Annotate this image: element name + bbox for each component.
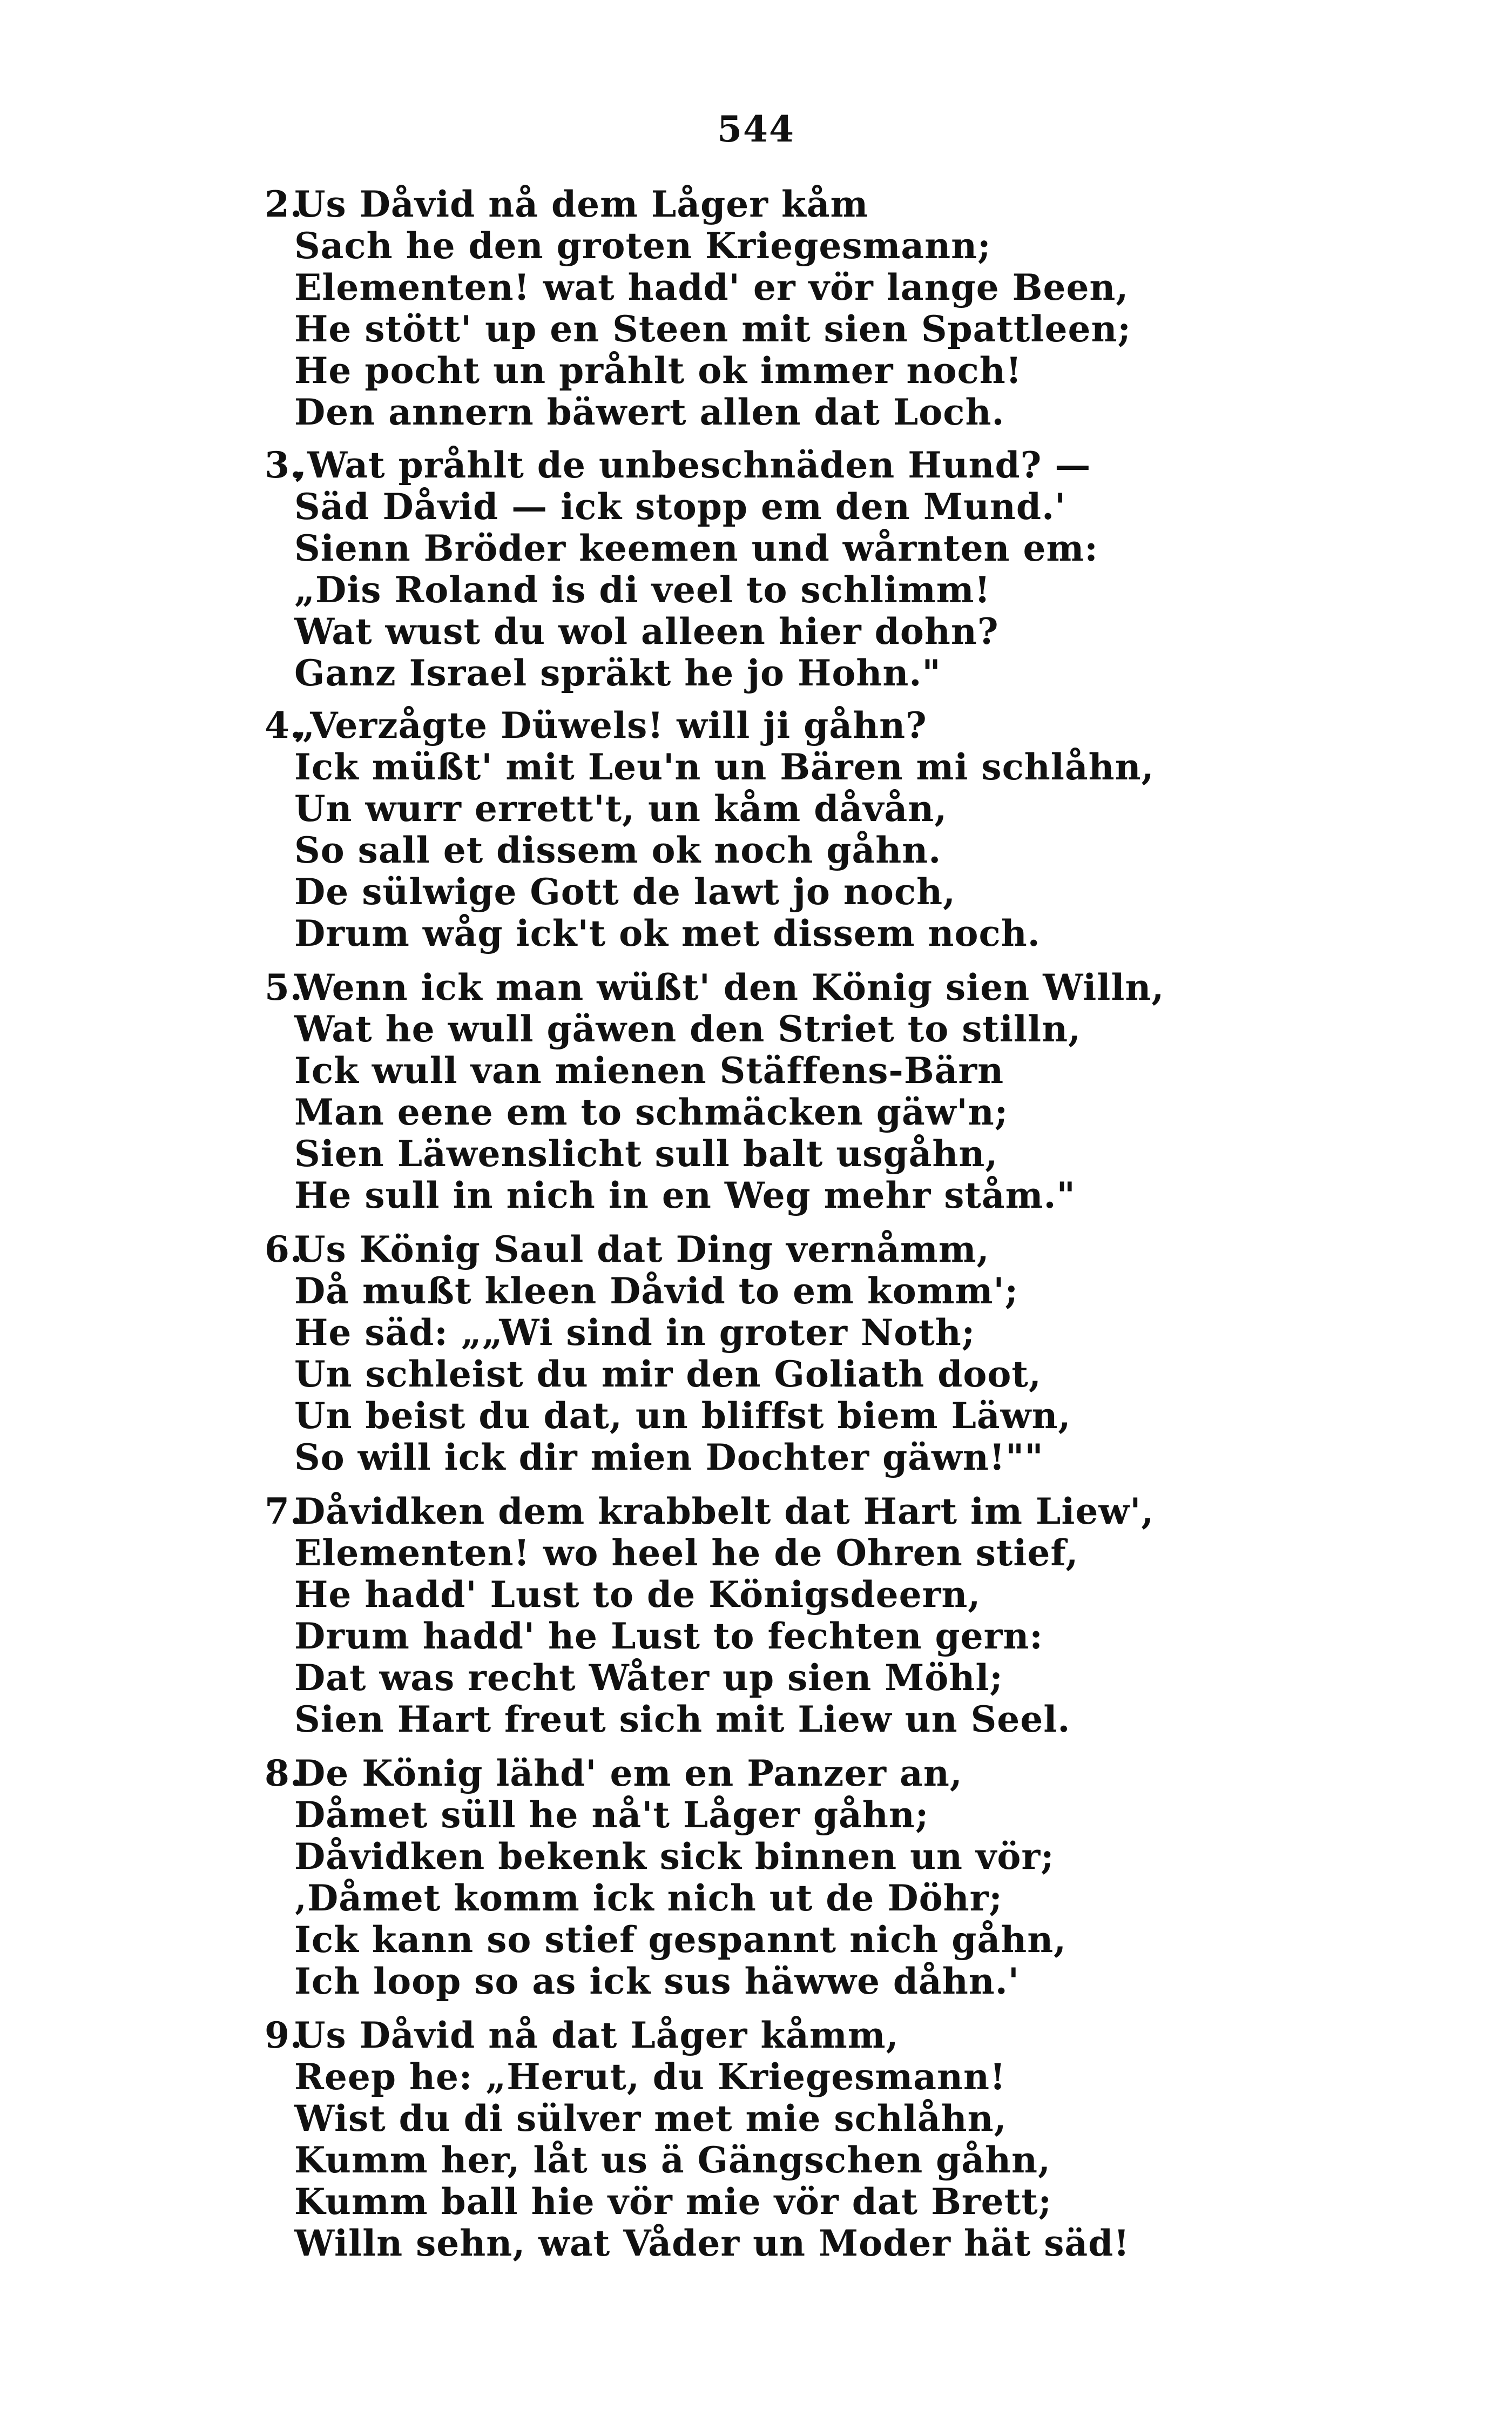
stanza-number: 9. [265, 2014, 303, 2056]
verse-text: He sull in nich in en Weg mehr ståm." [294, 1174, 1076, 1216]
verse-line [294, 1008, 1082, 1050]
verse-text: Un wurr errett't, un kåm dåvån, [294, 788, 948, 830]
verse-text: Då mußt kleen Dåvid to em komm'; [294, 1270, 1018, 1312]
verse-line [294, 871, 956, 913]
verse-text: ‚Dåmet komm ick nich ut de Döhr; [294, 1877, 1003, 1919]
verse-text: So will ick dir mien Dochter gäwn!"" [294, 1436, 1044, 1478]
verse-line [265, 966, 1165, 1008]
verse-text: „Dis Roland is di veel to schlimm! [294, 569, 991, 611]
verse-text: Dåvidken bekenk sick binnen un vör; [294, 1835, 1055, 1878]
verse-line [294, 2139, 1051, 2181]
stanza-number: 8. [265, 1752, 303, 1794]
verse-line [294, 569, 991, 611]
verse-text: Man eene em to schmäcken gäw'n; [294, 1091, 1009, 1133]
verse-line [294, 391, 1005, 433]
verse-text: Un beist du dat, un bliffst biem Läwn, [294, 1395, 1071, 1437]
verse-line [294, 1573, 981, 1616]
verse-line [294, 610, 999, 652]
verse-line [294, 2056, 1006, 2098]
verse-line [294, 1174, 1076, 1216]
verse-text: De sülwige Gott de lawt jo noch, [294, 871, 956, 913]
verse-text: He stött' up en Steen mit sien Spattleen; [294, 308, 1131, 350]
verse-text: Us Dåvid nå dat Låger kåmm, [294, 2014, 899, 2056]
stanza-number: 3. [265, 444, 303, 486]
verse-line [294, 1091, 1009, 1133]
verse-line [294, 1270, 1018, 1312]
verse-text: Drum hadd' he Lust to fechten gern: [294, 1615, 1043, 1657]
verse-line [294, 1835, 1055, 1878]
verse-line [294, 1960, 1020, 2002]
verse-text: He hadd' Lust to de Königsdeern, [294, 1573, 981, 1616]
verse-text: Kumm ball hie vör mie vör dat Brett; [294, 2181, 1052, 2223]
verse-text: Ich loop so as ick sus häwwe dåhn.' [294, 1960, 1020, 2002]
verse-line [294, 1133, 998, 1175]
verse-line [265, 1752, 963, 1794]
verse-line [294, 1532, 1079, 1574]
verse-text: Kumm her, låt us ä Gängschen gåhn, [294, 2139, 1051, 2181]
verse-text: Säd Dåvid — ick stopp em den Mund.' [294, 486, 1066, 528]
verse-line [294, 1615, 1043, 1657]
verse-text: Us Dåvid nå dem Låger kåm [294, 183, 869, 225]
verse-line [294, 2097, 1007, 2139]
verse-text: Willn sehn, wat Våder un Moder hät säd! [294, 2222, 1130, 2264]
verse-line [294, 2181, 1052, 2223]
verse-line [294, 1919, 1067, 1961]
verse-line [294, 1049, 1004, 1092]
page-number: 544 [717, 108, 795, 150]
verse-text: He säd: „„Wi sind in groter Noth; [294, 1311, 976, 1354]
verse-line [294, 1436, 1044, 1478]
verse-text: Drum wåg ick't ok met dissem noch. [294, 912, 1041, 954]
verse-line [294, 308, 1131, 350]
verse-text: Ick kann so stief gespannt nich gåhn, [294, 1919, 1067, 1961]
verse-line [294, 1311, 976, 1354]
verse-line [294, 349, 1022, 392]
verse-text: Den annern bäwert allen dat Loch. [294, 391, 1005, 433]
verse-line [294, 1698, 1071, 1740]
verse-text: Wenn ick man wüßt' den König sien Willn, [294, 966, 1165, 1008]
verse-text: Dåvidken dem krabbelt dat Hart im Liew', [294, 1490, 1155, 1532]
verse-line [294, 2222, 1130, 2264]
verse-text: Ick müßt' mit Leu'n un Bären mi schlåhn, [294, 746, 1155, 788]
verse-line [294, 788, 948, 830]
verse-line [294, 266, 1129, 308]
verse-text: He pocht un pråhlt ok immer noch! [294, 349, 1022, 392]
verse-line [265, 2014, 899, 2056]
verse-line [294, 225, 991, 267]
verse-line [265, 1490, 1155, 1532]
verse-line [294, 829, 942, 871]
verse-text: Dat was recht Wåter up sien Möhl; [294, 1657, 1003, 1699]
verse-text: Ganz Israel spräkt he jo Hohn." [294, 652, 941, 694]
verse-text: Reep he: „Herut, du Kriegesmann! [294, 2056, 1006, 2098]
verse-line [294, 1395, 1071, 1437]
verse-text: Ick wull van mienen Stäffens-Bärn [294, 1049, 1004, 1092]
verse-text: Sach he den groten Kriegesmann; [294, 225, 991, 267]
verse-line [294, 652, 941, 694]
stanza-number: 5. [265, 966, 303, 1008]
verse-line [294, 1794, 929, 1836]
verse-text: ‚Wat pråhlt de unbeschnäden Hund? — [294, 444, 1091, 486]
verse-line [265, 1228, 990, 1270]
verse-line [294, 1657, 1003, 1699]
verse-line [265, 704, 927, 746]
verse-text: Sienn Bröder keemen und wårnten em: [294, 527, 1098, 569]
verse-line [294, 486, 1066, 528]
verse-text: Sien Hart freut sich mit Liew un Seel. [294, 1698, 1071, 1740]
verse-text: Elementen! wo heel he de Ohren stief, [294, 1532, 1079, 1574]
verse-line [294, 746, 1155, 788]
verse-text: Elementen! wat hadd' er vör lange Been, [294, 266, 1129, 308]
stanza-number: 7. [265, 1490, 303, 1532]
stanza-number: 4. [265, 704, 303, 746]
verse-line [265, 183, 869, 225]
verse-line [294, 527, 1098, 569]
verse-text: Sien Läwenslicht sull balt usgåhn, [294, 1133, 998, 1175]
verse-text: Wat wust du wol alleen hier dohn? [294, 610, 999, 652]
verse-line [294, 1353, 1042, 1395]
verse-text: Wist du di sülver met mie schlåhn, [294, 2097, 1007, 2139]
verse-text: Dåmet süll he nå't Låger gåhn; [294, 1794, 929, 1836]
verse-text: De König lähd' em en Panzer an, [294, 1752, 963, 1794]
verse-text: Un schleist du mir den Goliath doot, [294, 1353, 1042, 1395]
verse-line [265, 444, 1091, 486]
stanza-number: 6. [265, 1228, 303, 1270]
verse-text: So sall et dissem ok noch gåhn. [294, 829, 942, 871]
verse-line [294, 1877, 1003, 1919]
verse-text: Wat he wull gäwen den Striet to stilln, [294, 1008, 1082, 1050]
verse-text: „Verzågte Düwels! will ji gåhn? [294, 704, 927, 746]
verse-line [294, 912, 1041, 954]
verse-text: Us König Saul dat Ding vernåmm, [294, 1228, 990, 1270]
stanza-number: 2. [265, 183, 303, 225]
